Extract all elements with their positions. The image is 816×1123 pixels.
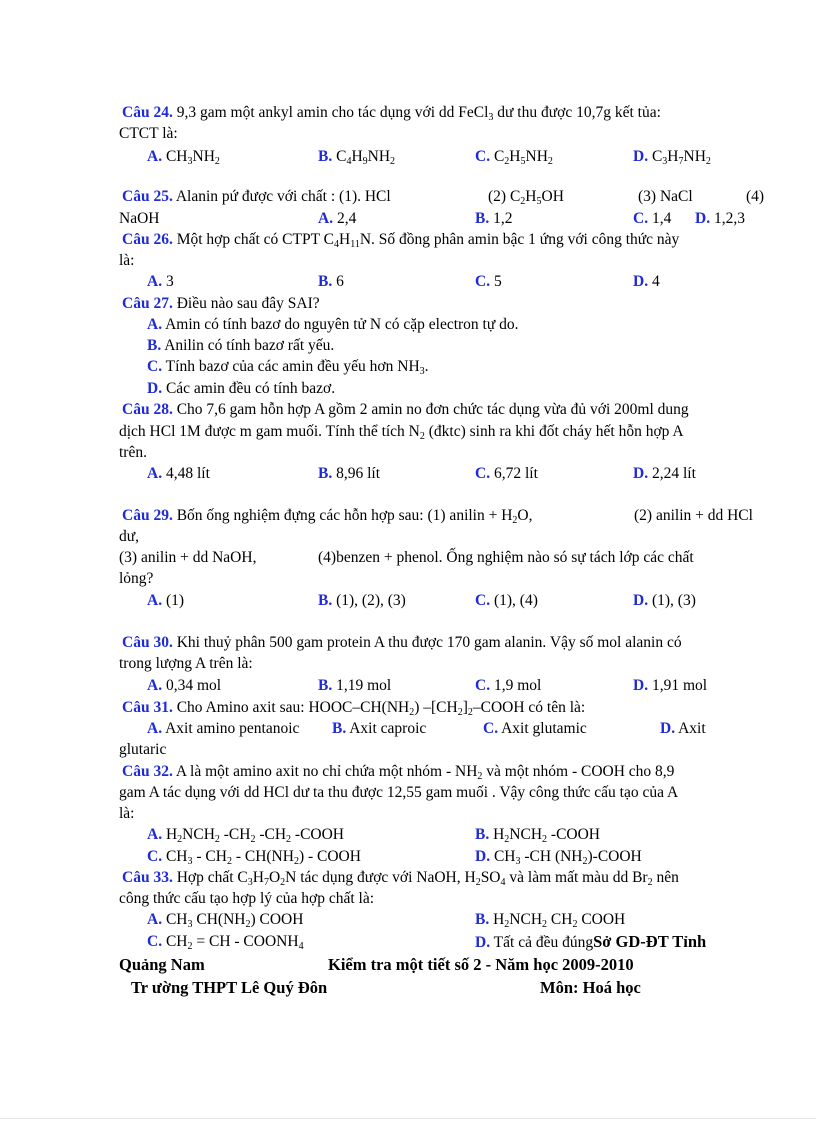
q25-option-d: D. 1,2,3	[695, 210, 745, 227]
q27-option-c: C. Tính bazơ của các amin đều yếu hơn $NH_3$.	[147, 358, 429, 377]
q28-option-a: A. 4,48 lít	[147, 465, 210, 482]
q26-line1: Câu 26. Một hợp chất có CTPT $C_4H_{11}N$. Số đồng phân amin bậc 1 ứng với công thức này	[122, 231, 680, 250]
q27-line1: Câu 27. Điều nào sau đây SAI?	[122, 295, 320, 312]
q31-label: Câu 31.	[122, 699, 173, 716]
q24-line1	[122, 104, 661, 122]
q24-text: 9,3 gam một ankyl amin cho tác dụng với dd FeCl	[172, 104, 489, 121]
q29-item2: (2) anilin + dd HCl	[634, 507, 753, 524]
q24-option-d: D. $C_3H_7NH_2$	[633, 148, 711, 167]
q33-line1: Câu 33. Hợp chất $C_3H_7O_2N$ tác dụng được với NaOH, $H_2SO_4$ và làm mất màu dd $Br_2$ nên	[122, 869, 679, 888]
q32-option-b: B. $H_2NCH_2$ -COOH	[475, 826, 600, 845]
q29-line1: Câu 29. Bốn ống nghiệm đựng các hỗn hợp sau: (1) anilin + $H_2O$,	[122, 507, 533, 526]
q27-option-d: D. Các amin đều có tính bazơ.	[147, 380, 336, 397]
q26-option-b: B. 6	[318, 273, 344, 290]
q30-label: Câu 30.	[122, 634, 173, 651]
q24-option-a: A. $CH_3NH_2$	[147, 148, 220, 167]
q29-label: Câu 29.	[122, 507, 173, 524]
header-exam-title: Kiểm tra một tiết số 2 - Năm học 2009-2010	[328, 955, 634, 974]
header-org-part2: Quảng Nam	[119, 955, 205, 974]
q28-label: Câu 28.	[122, 401, 173, 418]
q25-label: Câu 25.	[122, 188, 173, 205]
q32-option-a: A. $H_2NCH_2$ $-CH_2$ $-CH_2$ -COOH	[147, 826, 345, 845]
q31-option-b: B. Axit caproic	[332, 720, 427, 737]
q28-line3: trên.	[119, 444, 147, 461]
q29-line3b: (4)benzen + phenol. Ống nghiệm nào só sự tách lớp các chất	[318, 549, 694, 566]
q33-option-d: D. Tất cả đều đúngSở GD-ĐT Tỉnh	[475, 932, 707, 951]
q24-text-end: dư thu được 10,7g kết tủa:	[493, 104, 661, 121]
q31-option-d: D. Axit	[660, 720, 706, 737]
q32-line3: là:	[119, 805, 135, 822]
q30-line1: Câu 30. Khi thuỷ phân 500 gam protein A thu được 170 gam alanin. Vậy số mol alanin có	[122, 634, 682, 651]
q33-option-b: B. $H_2NCH_2$ $CH_2$ COOH	[475, 911, 626, 930]
q29-option-b: B. (1), (2), (3)	[318, 592, 406, 609]
q29-option-d: D. (1), (3)	[633, 592, 696, 609]
q30-option-b: B. 1,19 mol	[318, 677, 392, 694]
q29-line2: dư,	[119, 528, 140, 545]
q29-option-a: A. (1)	[147, 592, 185, 609]
q28-option-d: D. 2,24 lít	[633, 465, 696, 482]
q33-option-a: A. $CH_3$ $CH(NH_2)$ COOH	[147, 911, 304, 930]
q25-line1: Câu 25. Alanin pứ được với chất : (1). HCl	[122, 188, 391, 205]
q30-option-d: D. 1,91 mol	[633, 677, 708, 694]
q33-line2: công thức cấu tạo hợp lý của hợp chất là:	[119, 890, 375, 907]
q33-label: Câu 33.	[122, 869, 173, 886]
q28-option-c: C. 6,72 lít	[475, 465, 538, 482]
q31-line1: Câu 31. Cho Amino axit sau: HOOC–$CH(NH_2)$ $-[CH_2]_2$–COOH có tên là:	[122, 699, 586, 718]
q24-label: Câu 24.	[122, 104, 173, 121]
q28-option-b: B. 8,96 lít	[318, 465, 381, 482]
q29-option-c: C. (1), (4)	[475, 592, 538, 609]
q26-option-c: C. 5	[475, 273, 502, 290]
q29-line4: lỏng?	[119, 570, 154, 587]
q32-option-d: D. $CH_3$ -CH $(NH_2)$-COOH	[475, 848, 642, 867]
q26-option-d: D. 4	[633, 273, 660, 290]
q25-line2: NaOH	[119, 210, 160, 227]
header-org-part1: Sở GD-ĐT Tỉnh	[593, 932, 707, 951]
q25-item3: (3) NaCl	[638, 188, 693, 205]
q32-label: Câu 32.	[122, 763, 173, 780]
q29-line3a: (3) anilin + dd NaOH,	[119, 549, 257, 566]
q24-option-b: B. $C_4H_9NH_2$	[318, 148, 396, 167]
q28-line2: dịch HCl 1M được m gam muối. Tính thể tích $N_2$ (đktc) sinh ra khi đốt cháy hết hỗn hợp A	[119, 423, 684, 442]
q32-line2: gam A tác dụng với dd HCl dư ta thu được 12,55 gam muối . Vậy công thức cấu tạo của A	[119, 784, 679, 801]
q26-option-a: A. 3	[147, 273, 174, 290]
q26-line2: là:	[119, 252, 135, 269]
q30-line2: trong lượng A trên là:	[119, 655, 253, 672]
q25-item4: (4)	[746, 188, 765, 205]
q24-sub: 3	[488, 112, 494, 123]
q33-option-c: C. $CH_2$ = CH - $COONH_4$	[147, 933, 304, 952]
q27-label: Câu 27.	[122, 295, 173, 312]
q24-option-c: C. $C_2H_5NH_2$	[475, 148, 553, 167]
q32-option-c: C. $CH_3 - CH_2 - CH(NH_2)$ - COOH	[147, 848, 361, 867]
q27-option-a: A. Amin có tính bazơ do nguyên tử N có cặp electron tự do.	[147, 316, 519, 333]
header-subject: Môn: Hoá học	[540, 978, 641, 997]
q31-wrap: glutaric	[119, 741, 167, 758]
q28-line1: Câu 28. Cho 7,6 gam hỗn hợp A gồm 2 amin no đơn chức tác dụng vừa đủ với 200ml dung	[122, 401, 689, 418]
q24-line2: CTCT là:	[119, 125, 178, 142]
q30-option-a: A. 0,34 mol	[147, 677, 222, 694]
q26-label: Câu 26.	[122, 231, 173, 248]
q30-option-c: C. 1,9 mol	[475, 677, 542, 694]
header-school: Tr ường THPT Lê Quý Đôn	[131, 978, 328, 997]
q25-option-c: C. 1,4	[633, 210, 672, 227]
q32-line1: Câu 32. A là một amino axit no chỉ chứa một nhóm - $NH_2$ và một nhóm - COOH cho 8,9	[122, 763, 675, 782]
q25-item2: (2) $C_2H_5OH$	[488, 188, 564, 207]
q31-option-a: A. Axit amino pentanoic	[147, 720, 300, 737]
q25-option-a: A. 2,4	[318, 210, 357, 227]
page-bottom-divider	[0, 1118, 816, 1119]
q27-option-b: B. Anilin có tính bazơ rất yếu.	[147, 337, 335, 354]
q31-option-c: C. Axit glutamic	[483, 720, 587, 737]
q25-option-b: B. 1,2	[475, 210, 513, 227]
